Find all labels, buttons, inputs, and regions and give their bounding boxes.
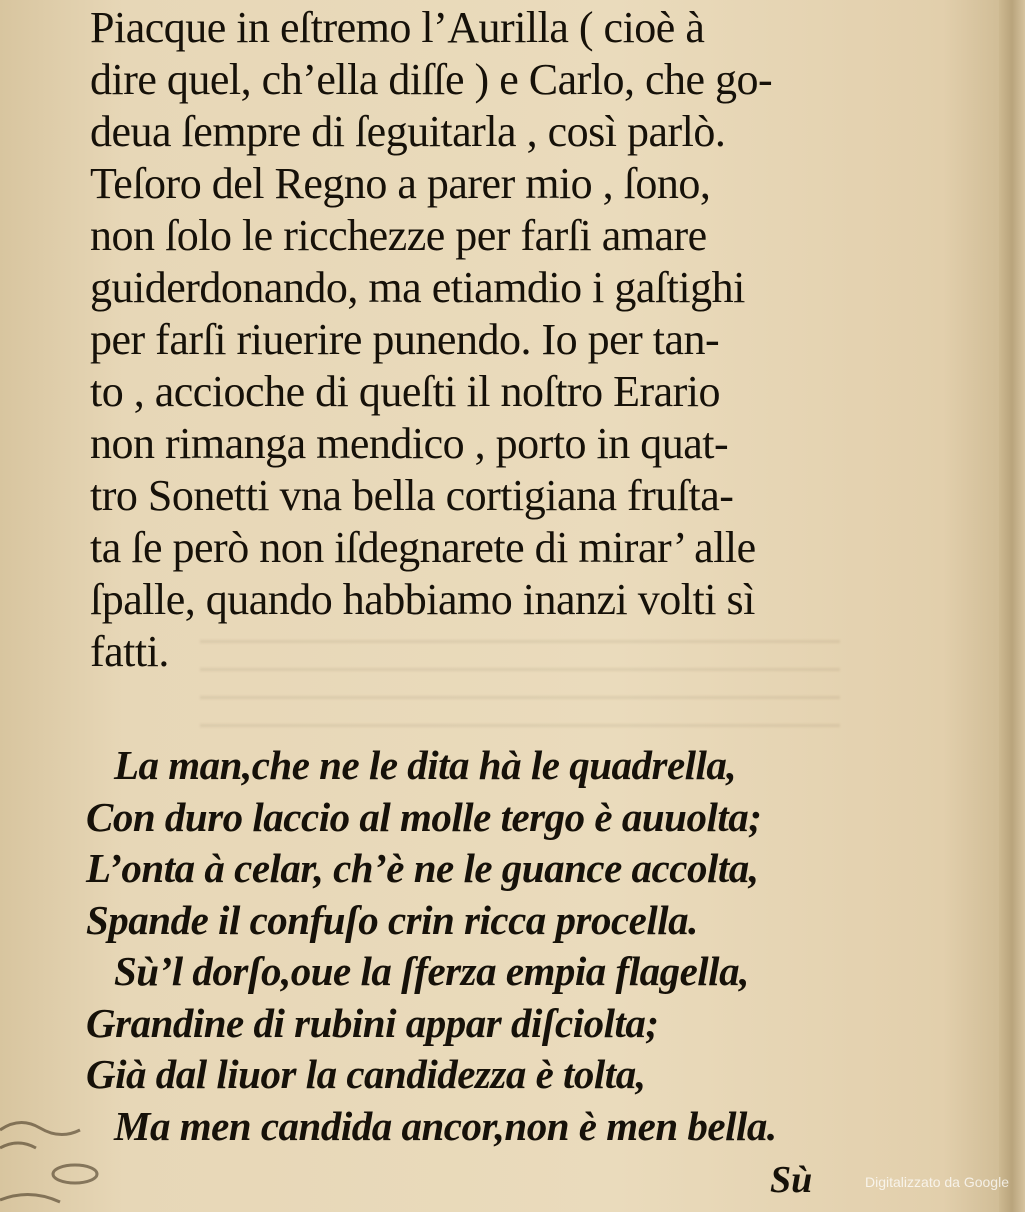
verse-line: Sù’l dorſo,oue la ſferza empia flagella, bbox=[114, 948, 749, 994]
prose-line: Teſoro del Regno a parer mio , ſono, bbox=[90, 159, 711, 208]
prose-line: fatti. bbox=[90, 627, 169, 676]
verse-line: L’onta à celar, ch’è ne le guance accolta, bbox=[86, 845, 759, 891]
prose-line: tro Sonetti vna bella cortigiana fruſta- bbox=[90, 471, 734, 520]
verse-line: Con duro laccio al molle tergo è auuolta; bbox=[86, 793, 762, 840]
prose-line: deua ſempre di ſeguitarla , così parlò. bbox=[90, 107, 726, 156]
prose-line: per farſi riuerire punendo. Io per tan- bbox=[90, 315, 720, 364]
ornament-icon bbox=[0, 1108, 110, 1212]
prose-line: ta ſe però non iſdegnarete di mirar’ alle bbox=[90, 523, 756, 572]
verse-line: Spande il confuſo crin ricca procella. bbox=[86, 896, 698, 943]
sonnet-octave bbox=[86, 740, 926, 1152]
prose-line: dire quel, ch’ella diſſe ) e Carlo, che go- bbox=[90, 55, 773, 104]
verse-line: La man,che ne le dita hà le quadrella, bbox=[114, 742, 737, 788]
verse-line: Già dal liuor la candidezza è tolta, bbox=[86, 1051, 646, 1097]
prose-line: non ſolo le ricchezze per farſi amare bbox=[90, 211, 707, 260]
verse-line: Grandine di rubini appar diſciolta; bbox=[86, 999, 659, 1046]
digitization-watermark: Digitalizzato da Google bbox=[865, 1174, 1009, 1190]
prose-line: guiderdonando, ma etiamdio i gaſtighi bbox=[90, 263, 745, 312]
prose-line: ſpalle, quando habbiamo inanzi volti sì bbox=[90, 575, 755, 624]
prose-line: to , accioche di queſti il noſtro Erario bbox=[90, 367, 721, 416]
verse-line: Ma men candida ancor,non è men bella. bbox=[114, 1102, 777, 1149]
page-edge bbox=[999, 0, 1025, 1212]
catchword: Sù bbox=[770, 1159, 813, 1201]
prose-line: Piacque in eſtremo l’Aurilla ( cioè à bbox=[90, 3, 705, 52]
prose-line: non rimanga mendico , porto in quat- bbox=[90, 419, 729, 468]
prose-paragraph bbox=[90, 2, 920, 678]
